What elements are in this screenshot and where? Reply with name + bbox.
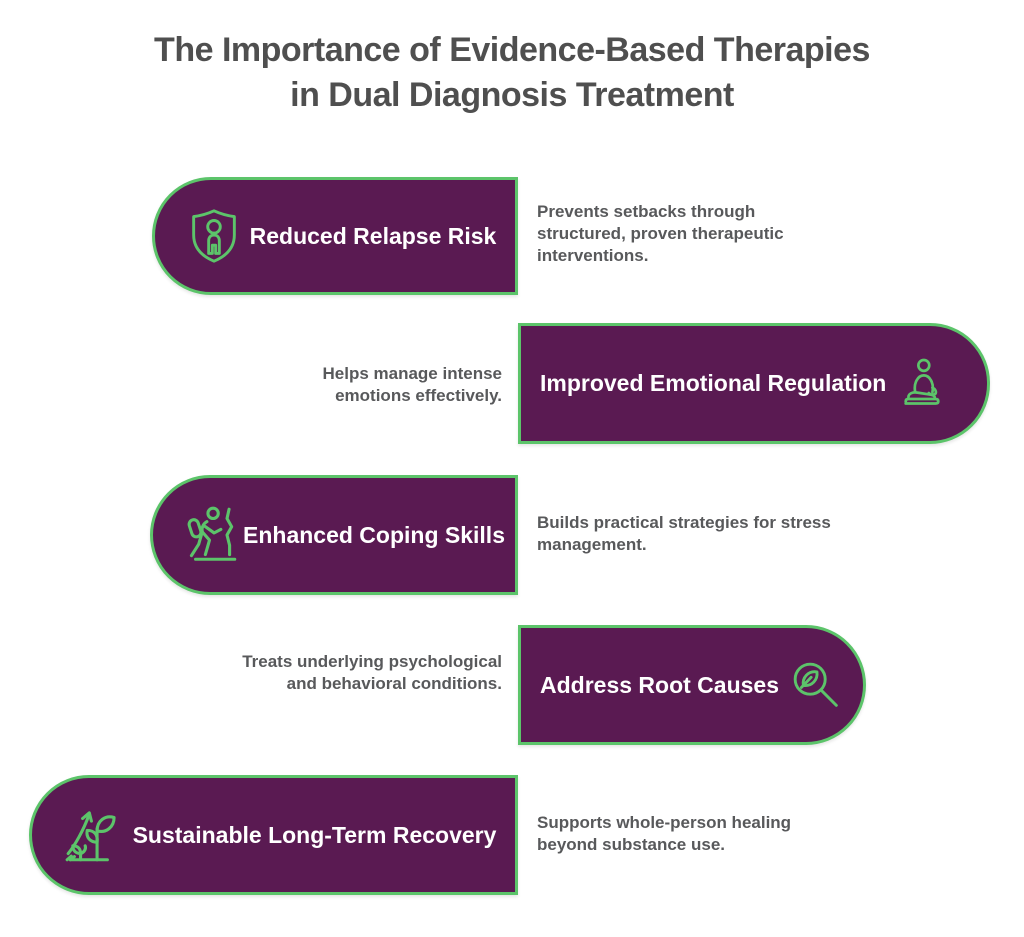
description-address-root-causes: Treats underlying psychological and behavioral conditions. <box>242 652 502 694</box>
description-enhanced-coping-skills: Builds practical strategies for stress management. <box>537 513 831 555</box>
banner-improved-emotional-regulation <box>518 323 990 444</box>
page-title-line1: The Importance of Evidence-Based Therapies <box>154 31 870 69</box>
page-title <box>0 28 1024 118</box>
banner-label: Enhanced Coping Skills <box>243 521 505 548</box>
magnifier-leaf-icon <box>785 654 847 716</box>
description-sustainable-long-term-recovery: Supports whole-person healing beyond substance use. <box>537 813 792 855</box>
banner-enhanced-coping-skills <box>150 475 518 595</box>
page-title-line2: in Dual Diagnosis Treatment <box>290 75 734 114</box>
banner-label: Reduced Relapse Risk <box>249 222 497 249</box>
description-improved-emotional-regulation: Helps manage intense emotions effectively. <box>322 364 502 406</box>
shield-person-icon <box>183 205 245 267</box>
meditation-icon <box>893 355 951 413</box>
plant-growth-icon <box>62 802 128 868</box>
banner-address-root-causes <box>518 625 866 745</box>
hiker-icon <box>177 502 243 568</box>
banner-sustainable-long-term-recovery <box>29 775 518 895</box>
banner-reduced-relapse-risk <box>152 177 518 295</box>
banner-label: Sustainable Long-Term Recovery <box>132 821 497 848</box>
description-reduced-relapse-risk: Prevents setbacks through structured, proven therapeutic interventions. <box>537 202 784 266</box>
banner-label: Improved Emotional Regulation <box>540 370 887 396</box>
banner-label: Address Root Causes <box>540 671 780 698</box>
